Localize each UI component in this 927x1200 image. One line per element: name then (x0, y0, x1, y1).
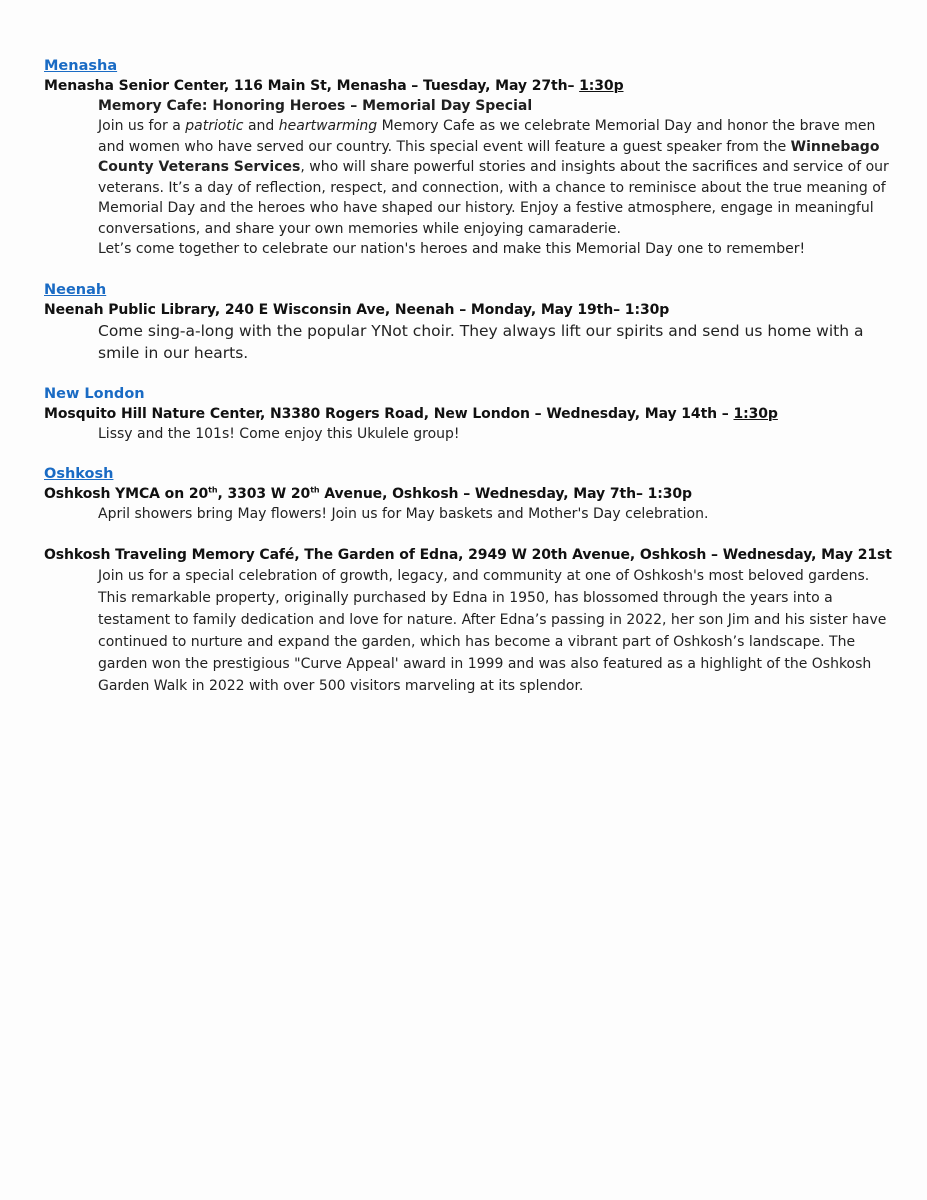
loc-ymca-a: Oshkosh YMCA on 20 (44, 486, 209, 502)
heading-new-london: New London (44, 385, 145, 402)
desc-menasha-b: and (243, 118, 279, 134)
location-menasha-text: Menasha Senior Center, 116 Main St, Menasha – Tuesday, May 27th– (44, 78, 580, 94)
location-oshkosh-garden: Oshkosh Traveling Memory Café, The Garden of Edna, 2949 W 20th Avenue, Oshkosh – Wednesday, May 21st (44, 546, 892, 563)
desc-menasha-bold: Winnebago County Veterans Services (98, 138, 880, 175)
desc-menasha-c: Memory Cafe as we celebrate Memorial Day and honor the brave men and women who have served our country. This special event will feature a guest speaker from the (98, 118, 876, 155)
loc-ymca-b: , 3303 W 20 (217, 486, 311, 502)
loc-ymca-c: Avenue, Oshkosh – Wednesday, May 7th– 1:30p (319, 486, 692, 502)
location-new-london-text: Mosquito Hill Nature Center, N3380 Rogers Road, New London – Wednesday, May 14th – (44, 405, 734, 422)
location-menasha-time: 1:30p (579, 78, 624, 94)
event-title-menasha: Memory Cafe: Honoring Heroes – Memorial Day Special (98, 98, 533, 114)
desc-menasha-d: , who will share powerful stories and insights about the sacrifices and service of our veterans. It’s a day of reflection, respect, and connection, with a chance to reminisce about the true meaning of Memorial Day and the heroes who have shaped our history. Enjoy a festive atmosphere, engage in meaningful conversations, and share your own memories while enjoying camaraderie. (98, 159, 889, 237)
location-new-london (44, 404, 894, 424)
heading-oshkosh[interactable]: Oshkosh (44, 466, 114, 482)
heading-neenah[interactable]: Neenah (44, 281, 107, 298)
document-content (44, 56, 894, 717)
section-oshkosh (44, 464, 894, 697)
description-oshkosh-garden: Join us for a special celebration of growth, legacy, and community at one of Oshkosh's most beloved gardens. This remarkable property, originally purchased by Edna in 1950, has blossomed through the years into a testament to family dedication and love for nature. After Edna’s passing in 2022, her son Jim and his sister have continued to nurture and expand the garden, which has become a vibrant part of Oshkosh’s landscape. The garden won the prestigious "Curve Appeal' award in 1999 and was also featured as a highlight of the Oshkosh Garden Walk in 2022 with over 500 visitors marveling at its splendor. (98, 567, 887, 694)
closing-menasha: Let’s come together to celebrate our nation's heroes and make this Memorial Day one to remember! (98, 241, 806, 257)
desc-menasha-italic-2: heartwarming (278, 118, 378, 134)
section-neenah (44, 280, 894, 364)
location-new-london-time: 1:30p (733, 405, 778, 422)
desc-menasha-a: Join us for a (98, 118, 186, 134)
heading-menasha[interactable]: Menasha (44, 58, 118, 74)
desc-menasha-italic-1: patriotic (185, 118, 244, 134)
section-new-london (44, 384, 894, 445)
location-menasha (44, 76, 894, 96)
location-neenah: Neenah Public Library, 240 E Wisconsin Ave, Neenah – Monday, May 19th– 1:30p (44, 301, 670, 318)
location-oshkosh-ymca (44, 484, 894, 504)
description-oshkosh-ymca: April showers bring May flowers! Join us for May baskets and Mother's Day celebration. (98, 506, 709, 522)
description-neenah: Come sing-a-long with the popular YNot choir. They always lift our spirits and send us home with a smile in our hearts. (98, 321, 864, 362)
description-new-london: Lissy and the 101s! Come enjoy this Ukulele group! (98, 425, 460, 442)
loc-ymca-sup-1: th (208, 485, 218, 495)
description-menasha (98, 116, 894, 239)
loc-ymca-sup-2: th (310, 485, 320, 495)
section-menasha (44, 56, 894, 260)
